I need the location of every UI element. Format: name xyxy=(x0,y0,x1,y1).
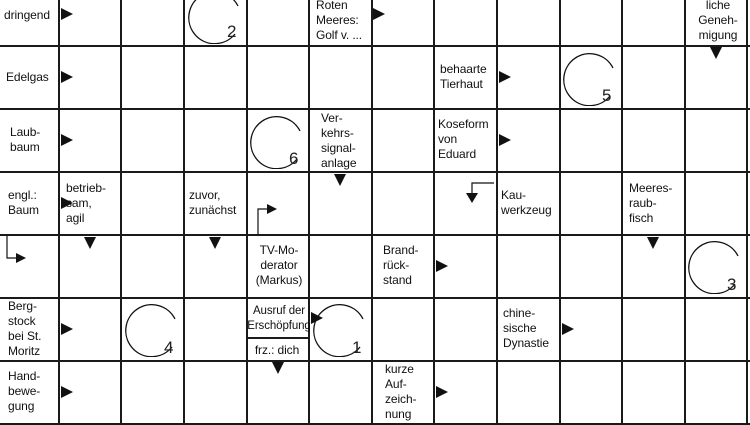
clue-cell-text: Kau- werkzeug xyxy=(501,188,552,217)
answer-cell[interactable] xyxy=(684,110,746,171)
solution-number: 3 xyxy=(727,275,737,294)
answer-cell[interactable] xyxy=(122,47,184,108)
answer-cell[interactable] xyxy=(246,47,308,108)
answer-cell[interactable] xyxy=(684,173,746,234)
answer-cell[interactable] xyxy=(496,362,558,421)
clue-cell-text: dringend xyxy=(4,8,50,22)
answer-cell[interactable] xyxy=(308,362,370,421)
answer-cell[interactable] xyxy=(559,0,621,45)
answer-cell[interactable] xyxy=(434,236,496,297)
answer-cell[interactable] xyxy=(621,236,683,297)
solution-number: 4 xyxy=(164,338,174,357)
answer-cell[interactable] xyxy=(246,173,308,234)
answer-cell[interactable] xyxy=(559,236,621,297)
answer-cell[interactable] xyxy=(184,236,246,297)
clue-cell-text: TV-Mo- derator (Markus) xyxy=(255,243,303,287)
clue-cell-text: Ausruf der Erschöpfung xyxy=(247,305,311,332)
clue-cell-text: frz.: dich xyxy=(254,343,300,357)
answer-cell[interactable] xyxy=(621,362,683,421)
answer-cell[interactable] xyxy=(684,236,746,297)
answer-cell[interactable] xyxy=(434,299,496,360)
answer-cell[interactable] xyxy=(559,110,621,171)
answer-cell[interactable] xyxy=(246,0,308,45)
answer-cell[interactable] xyxy=(434,0,496,45)
answer-cell[interactable] xyxy=(122,362,184,421)
answer-cell[interactable] xyxy=(60,362,122,421)
clue-cell-text: Brand- rück- stand xyxy=(383,243,419,287)
answer-cell[interactable] xyxy=(122,0,184,45)
answer-cell[interactable] xyxy=(559,173,621,234)
answer-cell[interactable] xyxy=(60,47,122,108)
clue-cell-text: betrieb- sam, agil xyxy=(66,181,106,225)
clue-cell-text: kurze Auf- zeich- nung xyxy=(385,362,417,421)
answer-cell[interactable] xyxy=(122,173,184,234)
answer-cell[interactable] xyxy=(496,110,558,171)
answer-cell[interactable] xyxy=(434,173,496,234)
answer-cell[interactable] xyxy=(60,0,122,45)
answer-cell[interactable] xyxy=(684,362,746,421)
arrow-right-icon xyxy=(61,197,73,209)
clue-cell-text: Berg- stock bei St. Moritz xyxy=(8,299,42,358)
answer-cell[interactable] xyxy=(184,299,246,360)
answer-cell[interactable] xyxy=(308,173,370,234)
clue-cell-text: engl.: Baum xyxy=(8,188,39,217)
answer-cell[interactable] xyxy=(559,362,621,421)
clue-cell-text: Roten Meeres: Golf v. ... xyxy=(316,0,363,42)
clue-cell-text: Edelgas xyxy=(6,70,49,84)
clue-cell-text: chine- sische Dynastie xyxy=(503,306,549,350)
answer-cell[interactable] xyxy=(496,236,558,297)
answer-cell[interactable] xyxy=(496,0,558,45)
answer-cell[interactable] xyxy=(621,299,683,360)
answer-cell[interactable] xyxy=(621,0,683,45)
answer-cell[interactable] xyxy=(184,110,246,171)
answer-cell[interactable] xyxy=(621,110,683,171)
answer-cell[interactable] xyxy=(371,110,433,171)
answer-cell[interactable] xyxy=(184,47,246,108)
clue-cell-text: Laub- baum xyxy=(10,125,41,154)
answer-cell[interactable] xyxy=(371,47,433,108)
clue-cell-text: zuvor, zunächst xyxy=(189,188,237,217)
answer-cell[interactable] xyxy=(496,47,558,108)
answer-cell[interactable] xyxy=(246,362,308,421)
answer-cell[interactable] xyxy=(308,47,370,108)
answer-cell[interactable] xyxy=(122,299,184,360)
grid-line xyxy=(746,0,748,425)
solution-number: 2 xyxy=(227,22,237,41)
answer-cell[interactable] xyxy=(621,47,683,108)
answer-cell[interactable] xyxy=(371,299,433,360)
answer-cell[interactable] xyxy=(0,236,60,297)
solution-number: 6 xyxy=(289,149,299,168)
answer-cell[interactable] xyxy=(308,299,370,360)
split-cell-divider xyxy=(246,337,308,339)
answer-cell[interactable] xyxy=(122,236,184,297)
answer-cell[interactable] xyxy=(559,299,621,360)
solution-number: 1 xyxy=(352,338,362,357)
answer-cell[interactable] xyxy=(122,110,184,171)
clue-cell-text: Meeres- raub- fisch xyxy=(629,181,673,225)
answer-cell[interactable] xyxy=(434,362,496,421)
clue-cell-text: Ver- kehrs- signal- anlage xyxy=(321,111,357,170)
answer-cell[interactable] xyxy=(60,299,122,360)
answer-cell[interactable] xyxy=(60,110,122,171)
answer-cell[interactable] xyxy=(371,0,433,45)
solution-number: 5 xyxy=(602,86,612,105)
clue-cell-text: Hand- bewe- gung xyxy=(8,369,41,413)
answer-cell[interactable] xyxy=(684,47,746,108)
answer-cell[interactable] xyxy=(371,173,433,234)
clue-cell-text: Koseform von Eduard xyxy=(438,117,489,161)
answer-cell[interactable] xyxy=(60,236,122,297)
answer-cell[interactable] xyxy=(308,236,370,297)
answer-cell[interactable] xyxy=(184,362,246,421)
clue-cell-text: behaarte Tierhaut xyxy=(440,62,487,91)
answer-cell[interactable] xyxy=(684,299,746,360)
clue-cell-text: liche Geneh- migung xyxy=(698,0,738,42)
